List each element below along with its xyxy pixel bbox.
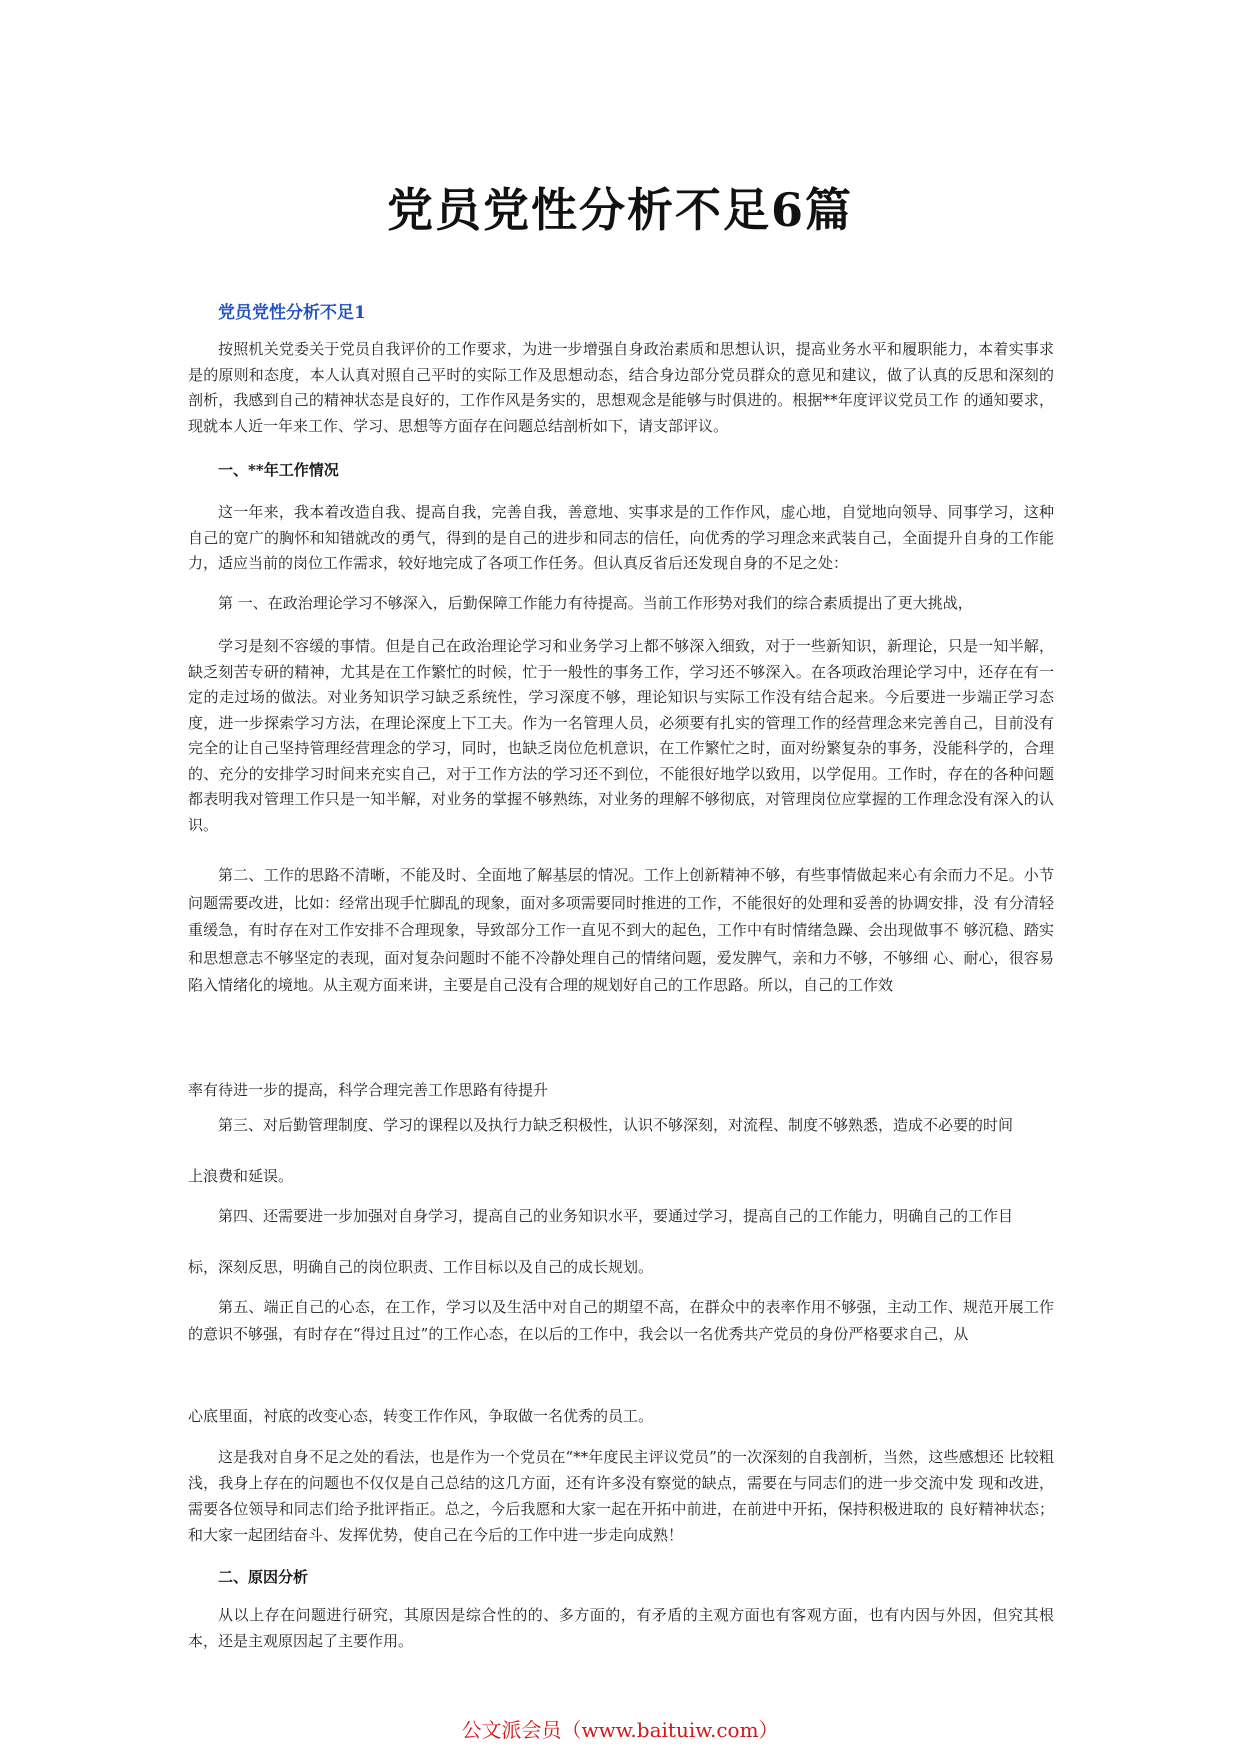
- paragraph-point-three: 第三、对后勤管理制度、学习的课程以及执行力缺乏积极性，认识不够深刻，对流程、制度不够熟悉，造成不必要的时间: [218, 1116, 1014, 1134]
- paragraph-point-three-cont: 上浪费和延误。: [188, 1167, 294, 1185]
- document-title: 党员党性分析不足6篇: [386, 183, 853, 237]
- paragraph-year-summary: 这一年来，我本着改造自我、提高自我，完善自我，善意地、实事求是的工作作风，虚心地，自觉地向领导、同事学习，这种自己的宽广的胸怀和知错就改的勇气，得到的是自己的进步和同志的信任，向优秀的学习理念来武装自己，全面提升自身的工作能力，适应当前的岗位工作需求，较好地完成了各项工作任务。但认真反省后还发现自身的不足之处：: [188, 503, 1054, 572]
- heading-cause-analysis: 二、原因分析: [218, 1568, 309, 1586]
- section-subtitle: 党员党性分析不足1: [218, 303, 366, 323]
- heading-work-status: 一、**年工作情况: [218, 461, 339, 479]
- paragraph-cause: 从以上存在问题进行研究，其原因是综合性的的、多方面的，有矛盾的主观方面也有客观方面，也有内因与外因，但究其根本，还是主观原因起了主要作用。: [188, 1606, 1054, 1650]
- paragraph-point-four: 第四、还需要进一步加强对自身学习，提高自己的业务知识水平，要通过学习，提高自己的工作能力，明确自己的工作目: [218, 1207, 1014, 1225]
- paragraph-self-review: 这是我对自身不足之处的看法，也是作为一个党员在“**年度民主评议党员”的一次深刻的自我剖析，当然，这些感想还 比较粗浅，我身上存在的问题也不仅仅是自己总结的这几方面，还有许多没有察觉的缺点，需要在与同志们的进一步交流中发 现和改进，需要各位领导和同志们给予批评指正。总之，今后我愿和大家一起在开拓中前进，在前进中开拓，保持积极进取的 良好精神状态；和大家一起团结奋斗、发挥优势，使自己在今后的工作中进一步走向成熟！: [188, 1448, 1054, 1544]
- footer-watermark: 公文派会员（www.baituiw.com）: [461, 1718, 779, 1742]
- paragraph-point-one: 第 一、在政治理论学习不够深入，后勤保障工作能力有待提高。当前工作形势对我们的综合素质提出了更大挑战，: [218, 594, 973, 612]
- paragraph-study: 学习是刻不容缓的事情。但是自己在政治理论学习和业务学习上都不够深入细致，对于一些新知识，新理论，只是一知半解，缺乏刻苦专研的精神，尤其是在工作繁忙的时候，忙于一般性的事务工作，学习还不够深入。在各项政治理论学习中，还存在有一定的走过场的做法。对业务知识学习缺乏系统性，学习深度不够，理论知识与实际工作没有结合起来。今后要进一步端正学习态度，进一步探索学习方法，在理论深度上下工夫。作为一名管理人员，必须要有扎实的管理工作的经营理念来完善自己，目前没有完全的让自己坚持管理经营理念的学习，同时，也缺乏岗位危机意识，在工作繁忙之时，面对纷繁复杂的事务，没能科学的，合理的、充分的安排学习时间来充实自己，对于工作方法的学习还不到位，不能很好地学以致用，以学促用。工作时，存在的各种问题都表明我对管理工作只是一知半解，对业务的掌握不够熟练，对业务的理解不够彻底，对管理岗位应掌握的工作理念没有深入的认识。: [188, 637, 1054, 834]
- paragraph-intro: 按照机关党委关于党员自我评价的工作要求，为进一步增强自身政治素质和思想认识，提高业务水平和履职能力，本着实事求是的原则和态度，本人认真对照自己平时的实际工作及思想动态，结合身边部分党员群众的意见和建议，做了认真的反思和深刻的剖析，我感到自己的精神状态是良好的，工作作风是务实的，思想观念是能够与时俱进的。根据**年度评议党员工作 的通知要求，现就本人近一年来工作、学习、思想等方面存在问题总结剖析如下，请支部评议。: [188, 340, 1054, 435]
- paragraph-point-two-cont: 率有待进一步的提高，科学合理完善工作思路有待提升: [188, 1081, 549, 1099]
- paragraph-point-four-cont: 标，深刻反思，明确自己的岗位职责、工作目标以及自己的成长规划。: [188, 1258, 654, 1276]
- paragraph-point-five: 第五、端正自己的心态，在工作，学习以及生活中对自己的期望不高，在群众中的表率作用不够强，主动工作、规范开展工作的意识不够强，有时存在“得过且过”的工作心态，在以后的工作中，我会以一名优秀共产党员的身份严格要求自己，从: [188, 1298, 1054, 1343]
- paragraph-point-two: 第二、工作的思路不清晰，不能及时、全面地了解基层的情况。工作上创新精神不够，有些事情做起来心有余而力不足。小节问题需要改进，比如：经常出现手忙脚乱的现象，面对多项需要同时推进的工作，不能很好的处理和妥善的协调安排，没 有分清轻重缓急，有时存在对工作安排不合理现象，导致部分工作一直见不到大的起色，工作中有时情绪急躁、会出现做事不 够沉稳、踏实和思想意志不够坚定的表现，面对复杂问题时不能不冷静处理自己的情绪问题，爱发脾气，亲和力不够，不够细 心、耐心，很容易陷入情绪化的境地。从主观方面来讲，主要是自己没有合理的规划好自己的工作思路。所以，自己的工作效: [188, 866, 1054, 994]
- paragraph-point-five-cont: 心底里面，衬底的改变心态，转变工作作风，争取做一名优秀的员工。: [188, 1407, 654, 1425]
